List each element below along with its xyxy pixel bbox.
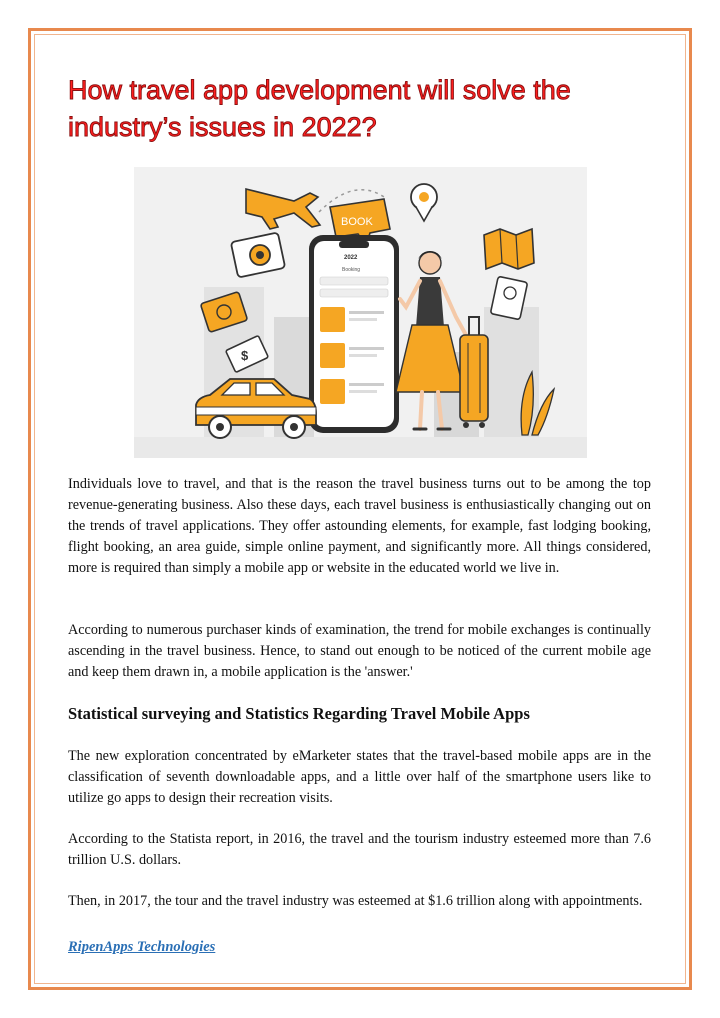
map-icon: [484, 229, 534, 269]
svg-text:$: $: [241, 348, 249, 363]
phone-year: 2022: [344, 255, 358, 261]
travel-app-illustration: [134, 167, 587, 458]
paragraph-emarketer: The new exploration concentrated by eMarketer states that the travel-based mobile apps are in the classification of seventh downloadable apps, and a little over half of the smartphone users like to utilize go apps to design their recreation visits.: [68, 748, 651, 806]
smartphone: [309, 235, 399, 433]
document-title: How travel app development will solve the industry’s issues in 2022?: [68, 75, 571, 142]
paragraph-trend: According to numerous purchaser kinds of examination, the trend for mobile exchanges is continually ascending in the travel business. Hence, to stand out enough to be noticed of the current mobile age and keep them drawn in, a mobile application is the 'answer.': [68, 622, 651, 680]
phone-heading: Booking: [342, 267, 361, 273]
company-link[interactable]: RipenApps Technologies: [68, 939, 216, 955]
location-pin-icon: [411, 184, 437, 221]
paragraph-statista: According to the Statista report, in 2016, the travel and the tourism industry esteemed more than 7.6 trillion U.S. dollars.: [68, 831, 651, 868]
camera-icon: [231, 232, 285, 277]
book-label: BOOK: [341, 216, 373, 228]
paragraph-intro: Individuals love to travel, and that is the reason the travel business turns out to be among the top revenue-generating business. Also these days, each travel business is enthusiastically changing out on the trends of travel applications. They offer astounding elements, for example, fast lodging booking, flight booking, an area guide, simple online payment, and significantly more. All things considered, more is required than simply a mobile app or website in the educated world we live in.: [68, 476, 651, 576]
paragraph-2017: Then, in 2017, the tour and the travel industry was esteemed at $1.6 trillion along with appointments.: [68, 893, 643, 909]
airplane-icon: [246, 189, 320, 229]
section-heading: Statistical surveying and Statistics Regarding Travel Mobile Apps: [68, 704, 530, 723]
